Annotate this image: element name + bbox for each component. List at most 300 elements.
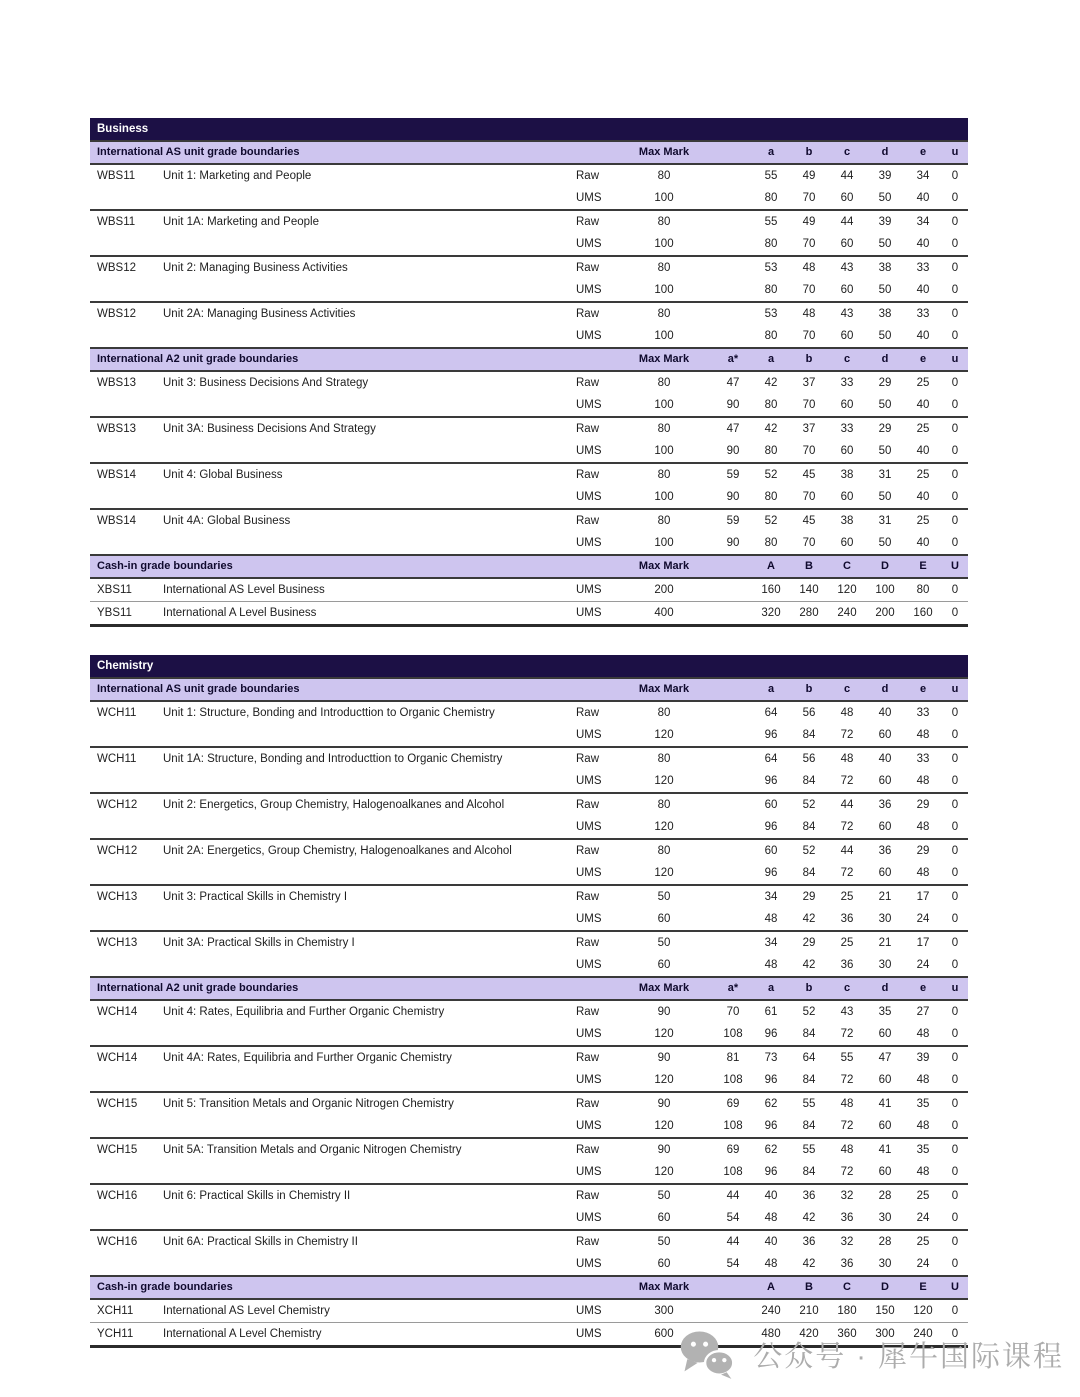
grade-value-cell: 96: [764, 1166, 778, 1178]
grade-value-cell: 39: [878, 216, 892, 228]
grade-value-cell: 48: [840, 1144, 854, 1156]
unit-identity: [90, 794, 556, 838]
grade-value-cell: 0: [951, 1120, 959, 1132]
grade-value-cell: 0: [951, 775, 959, 787]
max-mark-header: Max Mark: [638, 353, 690, 365]
unit-row-group: [90, 1091, 968, 1137]
section-label: International AS unit grade boundaries: [97, 683, 300, 695]
grade-value-cell: 29: [802, 937, 816, 949]
grade-value-cell: 80: [764, 330, 778, 342]
grade-value-cell: 360: [837, 1328, 857, 1340]
grade-value-cell: 48: [802, 262, 816, 274]
grade-value-cell: 60: [878, 1074, 892, 1086]
mark-row: [556, 1231, 968, 1253]
unit-marks: [556, 303, 968, 347]
grade-value-cell: 40: [916, 192, 930, 204]
mark-type-cell: Raw: [576, 937, 600, 949]
max-mark-cell: 100: [654, 445, 674, 457]
unit-marks: [556, 748, 968, 792]
grade-value-cell: 81: [726, 1052, 740, 1064]
grade-col-header: c: [843, 146, 851, 158]
unit-marks: [556, 510, 968, 554]
grade-value-cell: 45: [802, 515, 816, 527]
grade-value-cell: 29: [878, 377, 892, 389]
grade-col-header: a*: [727, 982, 739, 994]
mark-row: [556, 816, 968, 838]
subject-table-business: [90, 118, 968, 627]
max-mark-cell: 80: [657, 377, 671, 389]
grade-value-cell: 0: [951, 1305, 959, 1317]
mark-type-cell: Raw: [576, 845, 600, 857]
grade-value-cell: 40: [878, 707, 892, 719]
mark-row: [556, 932, 968, 954]
grade-value-cell: 54: [726, 1212, 740, 1224]
grade-value-cell: 37: [802, 423, 816, 435]
grade-value-cell: 45: [802, 469, 816, 481]
grade-value-cell: 80: [916, 584, 930, 596]
grade-value-cell: 108: [723, 1028, 743, 1040]
unit-identity: [90, 840, 556, 884]
grade-value-cell: 33: [840, 377, 854, 389]
max-mark-cell: 120: [654, 1074, 674, 1086]
mark-row: [556, 954, 968, 976]
grade-value-cell: 80: [764, 238, 778, 250]
grade-value-cell: [714, 886, 752, 908]
max-mark-cell: 120: [654, 729, 674, 741]
mark-row: [556, 702, 968, 724]
unit-row-group: [90, 838, 968, 884]
unit-marks: [556, 1139, 968, 1183]
grade-value-cell: [714, 794, 752, 816]
max-mark-cell: 90: [657, 1052, 671, 1064]
mark-type-cell: Raw: [576, 515, 600, 527]
grade-value-cell: 180: [837, 1305, 857, 1317]
unit-marks: [556, 418, 968, 462]
section-label: Cash-in grade boundaries: [97, 1281, 233, 1293]
grade-value-cell: 31: [878, 515, 892, 527]
mark-type-cell: UMS: [576, 284, 602, 296]
grade-value-cell: 25: [916, 423, 930, 435]
unit-marks: [556, 1231, 968, 1275]
grade-value-cell: 25: [840, 937, 854, 949]
grade-value-cell: 30: [878, 1212, 892, 1224]
grade-value-cell: 60: [764, 845, 778, 857]
grade-value-cell: 120: [837, 584, 857, 596]
max-mark-cell: 80: [657, 515, 671, 527]
grade-value-cell: 90: [726, 399, 740, 411]
grade-value-cell: 61: [764, 1006, 778, 1018]
grade-value-cell: 90: [726, 491, 740, 503]
grade-value-cell: [714, 702, 752, 724]
grade-value-cell: 70: [726, 1006, 740, 1018]
max-mark-cell: 50: [657, 937, 671, 949]
unit-marks: [556, 1300, 968, 1322]
mark-row: [556, 1207, 968, 1229]
grade-value-cell: 34: [764, 937, 778, 949]
unit-title-cell: Unit 6A: Practical Skills in Chemistry II: [163, 1236, 358, 1248]
grade-value-cell: [714, 303, 752, 325]
section-header: [90, 140, 968, 165]
grade-value-cell: 60: [878, 1120, 892, 1132]
grade-col-header: e: [919, 353, 927, 365]
grade-value-cell: 0: [951, 867, 959, 879]
mark-type-cell: UMS: [576, 1258, 602, 1270]
grade-value-cell: 55: [802, 1098, 816, 1110]
max-mark-cell: 60: [657, 1258, 671, 1270]
unit-marks: [556, 702, 968, 746]
max-mark-cell: 60: [657, 913, 671, 925]
grade-value-cell: 38: [878, 308, 892, 320]
max-mark-cell: 60: [657, 959, 671, 971]
max-mark-cell: 120: [654, 821, 674, 833]
grade-value-cell: [714, 770, 752, 792]
grade-value-cell: 73: [764, 1052, 778, 1064]
grade-value-cell: 69: [726, 1098, 740, 1110]
grade-value-cell: 0: [951, 1236, 959, 1248]
grade-value-cell: 70: [802, 445, 816, 457]
max-mark-cell: 120: [654, 1166, 674, 1178]
grade-value-cell: 70: [802, 537, 816, 549]
grade-value-cell: 32: [840, 1236, 854, 1248]
mark-type-cell: Raw: [576, 1098, 600, 1110]
unit-title-cell: Unit 1A: Marketing and People: [163, 216, 319, 228]
unit-code-cell: WBS13: [97, 377, 136, 389]
mark-type-cell: Raw: [576, 799, 600, 811]
section-unit: [90, 677, 968, 976]
grade-value-cell: 0: [951, 799, 959, 811]
grade-value-cell: 0: [951, 1258, 959, 1270]
grade-value-cell: 60: [764, 799, 778, 811]
grade-value-cell: 84: [802, 1120, 816, 1132]
unit-marks: [556, 794, 968, 838]
unit-title-cell: International A Level Chemistry: [163, 1328, 322, 1340]
mark-row: [556, 1253, 968, 1275]
grade-value-cell: 40: [764, 1190, 778, 1202]
grade-value-cell: 60: [840, 399, 854, 411]
unit-code-cell: WCH11: [97, 753, 137, 765]
grade-value-cell: 52: [802, 799, 816, 811]
max-mark-cell: 100: [654, 284, 674, 296]
unit-code-cell: YCH11: [97, 1328, 134, 1340]
max-mark-cell: 50: [657, 891, 671, 903]
grade-value-cell: 53: [764, 262, 778, 274]
mark-type-cell: Raw: [576, 1190, 600, 1202]
grade-value-cell: 60: [840, 330, 854, 342]
grade-value-cell: 42: [802, 913, 816, 925]
grade-value-cell: 48: [916, 867, 930, 879]
unit-title-cell: Unit 4: Rates, Equilibria and Further Organic Chemistry: [163, 1006, 445, 1018]
unit-row-group: [90, 1300, 968, 1322]
grade-value-cell: [714, 862, 752, 884]
unit-title-cell: International A Level Business: [163, 607, 317, 619]
grade-value-cell: 0: [951, 1190, 959, 1202]
unit-marks: [556, 257, 968, 301]
unit-title-cell: Unit 3: Business Decisions And Strategy: [163, 377, 369, 389]
grade-value-cell: 48: [840, 1098, 854, 1110]
unit-marks: [556, 840, 968, 884]
grade-value-cell: 33: [916, 262, 930, 274]
grade-value-cell: 29: [878, 423, 892, 435]
section-cashin: [90, 554, 968, 624]
grade-value-cell: 48: [916, 1166, 930, 1178]
unit-marks: [556, 1185, 968, 1229]
grade-col-header: d: [881, 982, 889, 994]
grade-value-cell: 33: [916, 753, 930, 765]
max-mark-cell: 600: [654, 1328, 674, 1340]
max-mark-cell: 100: [654, 238, 674, 250]
grade-value-cell: 36: [840, 959, 854, 971]
grade-col-header: E: [919, 560, 927, 572]
grade-value-cell: 49: [802, 170, 816, 182]
grade-value-cell: 150: [875, 1305, 895, 1317]
grade-value-cell: 64: [764, 707, 778, 719]
mark-row: [556, 748, 968, 770]
max-mark-cell: 120: [654, 1028, 674, 1040]
unit-title-cell: Unit 2: Managing Business Activities: [163, 262, 348, 274]
grade-value-cell: 42: [802, 1258, 816, 1270]
grade-value-cell: 0: [951, 1074, 959, 1086]
section-header: [90, 677, 968, 702]
grade-value-cell: 28: [878, 1236, 892, 1248]
grade-value-cell: 59: [726, 515, 740, 527]
grade-value-cell: 96: [764, 775, 778, 787]
grade-value-cell: [714, 1300, 752, 1322]
mark-type-cell: Raw: [576, 1052, 600, 1064]
unit-identity: [90, 1047, 556, 1091]
subject-title-bar: Chemistry: [90, 655, 968, 677]
grade-value-cell: 30: [878, 959, 892, 971]
mark-row: [556, 440, 968, 462]
grade-value-cell: 33: [916, 308, 930, 320]
mark-row: [556, 325, 968, 347]
grade-value-cell: 72: [840, 821, 854, 833]
mark-type-cell: UMS: [576, 959, 602, 971]
grade-value-cell: 0: [951, 821, 959, 833]
grade-value-cell: 200: [875, 607, 895, 619]
grade-value-cell: 48: [916, 1120, 930, 1132]
grade-value-cell: 60: [840, 284, 854, 296]
mark-row: [556, 211, 968, 233]
grade-value-cell: 55: [764, 170, 778, 182]
unit-title-cell: Unit 2: Energetics, Group Chemistry, Halogenoalkanes and Alcohol: [163, 799, 505, 811]
unit-marks: [556, 211, 968, 255]
grade-value-cell: 72: [840, 867, 854, 879]
section-header: [90, 1275, 968, 1300]
mark-type-cell: UMS: [576, 729, 602, 741]
grade-value-cell: 36: [840, 1212, 854, 1224]
unit-title-cell: Unit 3A: Business Decisions And Strategy: [163, 423, 376, 435]
grade-col-header: B: [805, 560, 813, 572]
mark-type-cell: UMS: [576, 445, 602, 457]
unit-identity: [90, 702, 556, 746]
grade-value-cell: 96: [764, 1028, 778, 1040]
grade-value-cell: 29: [802, 891, 816, 903]
grade-value-cell: 60: [878, 821, 892, 833]
mark-type-cell: Raw: [576, 891, 600, 903]
grade-value-cell: [714, 325, 752, 347]
grade-value-cell: 69: [726, 1144, 740, 1156]
mark-type-cell: UMS: [576, 1328, 602, 1340]
unit-identity: [90, 886, 556, 930]
max-mark-cell: 120: [654, 1120, 674, 1132]
unit-code-cell: YBS11: [97, 607, 132, 619]
unit-identity: [90, 1185, 556, 1229]
grade-value-cell: 0: [951, 1212, 959, 1224]
grade-value-cell: 44: [726, 1236, 740, 1248]
grade-value-cell: 36: [802, 1236, 816, 1248]
grade-value-cell: 0: [951, 845, 959, 857]
mark-row: [556, 770, 968, 792]
max-mark-header: Max Mark: [638, 146, 690, 158]
grade-value-cell: 35: [916, 1098, 930, 1110]
grade-value-cell: 29: [916, 799, 930, 811]
max-mark-cell: 50: [657, 1236, 671, 1248]
unit-code-cell: WCH14: [97, 1006, 138, 1018]
grade-value-cell: 108: [723, 1120, 743, 1132]
grade-value-cell: 36: [802, 1190, 816, 1202]
grade-value-cell: 47: [726, 423, 740, 435]
grade-value-cell: 72: [840, 1028, 854, 1040]
unit-code-cell: WCH16: [97, 1190, 138, 1202]
grade-value-cell: 72: [840, 775, 854, 787]
unit-title-cell: Unit 6: Practical Skills in Chemistry II: [163, 1190, 351, 1202]
unit-identity: [90, 257, 556, 301]
unit-row-group: [90, 301, 968, 347]
grade-value-cell: 84: [802, 1166, 816, 1178]
mark-row: [556, 1093, 968, 1115]
mark-row: [556, 862, 968, 884]
grade-col-header: e: [919, 982, 927, 994]
mark-type-cell: UMS: [576, 584, 602, 596]
max-mark-cell: 90: [657, 1098, 671, 1110]
grade-value-cell: 96: [764, 1120, 778, 1132]
grade-value-cell: 108: [723, 1074, 743, 1086]
mark-type-cell: Raw: [576, 1006, 600, 1018]
grade-value-cell: 108: [723, 1166, 743, 1178]
grade-col-header: a: [767, 683, 775, 695]
grade-value-cell: 0: [951, 913, 959, 925]
grade-value-cell: 80: [764, 399, 778, 411]
grade-value-cell: 56: [802, 753, 816, 765]
unit-code-cell: WCH11: [97, 707, 137, 719]
grade-value-cell: 44: [840, 216, 854, 228]
grade-value-cell: 48: [764, 913, 778, 925]
grade-value-cell: 0: [951, 216, 959, 228]
grade-value-cell: 43: [840, 308, 854, 320]
unit-identity: [90, 1231, 556, 1275]
unit-title-cell: Unit 1: Structure, Bonding and Introducttion to Organic Chemistry: [163, 707, 495, 719]
grade-value-cell: 35: [878, 1006, 892, 1018]
grade-col-header: [714, 142, 752, 163]
grade-value-cell: 48: [916, 729, 930, 741]
unit-identity: [90, 1323, 556, 1345]
unit-marks: [556, 1047, 968, 1091]
unit-identity: [90, 510, 556, 554]
mark-row: [556, 233, 968, 255]
grade-value-cell: 0: [951, 1028, 959, 1040]
grade-value-cell: 48: [840, 753, 854, 765]
grade-value-cell: 24: [916, 1212, 930, 1224]
unit-identity: [90, 165, 556, 209]
mark-row: [556, 1139, 968, 1161]
grade-value-cell: 0: [951, 469, 959, 481]
grade-value-cell: 160: [761, 584, 781, 596]
grade-value-cell: 96: [764, 1074, 778, 1086]
unit-title-cell: Unit 4: Global Business: [163, 469, 283, 481]
grade-value-cell: 0: [951, 1098, 959, 1110]
grade-value-cell: 37: [802, 377, 816, 389]
unit-row-group: [90, 792, 968, 838]
unit-row-group: [90, 372, 968, 416]
grade-value-cell: [714, 187, 752, 209]
unit-identity: [90, 464, 556, 508]
grade-value-cell: 47: [878, 1052, 892, 1064]
grade-col-header: E: [919, 1281, 927, 1293]
unit-identity: [90, 1300, 556, 1322]
grade-value-cell: 41: [878, 1144, 892, 1156]
mark-row: [556, 1185, 968, 1207]
grade-value-cell: [714, 579, 752, 601]
grade-value-cell: 84: [802, 1074, 816, 1086]
mark-row: [556, 510, 968, 532]
unit-marks: [556, 372, 968, 416]
unit-identity: [90, 418, 556, 462]
grade-value-cell: 35: [916, 1144, 930, 1156]
subject-title-bar: Business: [90, 118, 968, 140]
grade-col-header: d: [881, 353, 889, 365]
grade-value-cell: 280: [799, 607, 819, 619]
grade-value-cell: 120: [913, 1305, 933, 1317]
grade-value-cell: 48: [916, 775, 930, 787]
grade-value-cell: 40: [916, 284, 930, 296]
grade-value-cell: 44: [840, 845, 854, 857]
mark-row: [556, 532, 968, 554]
grade-value-cell: 50: [878, 238, 892, 250]
grade-value-cell: [714, 816, 752, 838]
grade-value-cell: 240: [837, 607, 857, 619]
grade-value-cell: 0: [951, 445, 959, 457]
grade-value-cell: 40: [916, 491, 930, 503]
grade-col-header: u: [951, 146, 959, 158]
unit-marks: [556, 464, 968, 508]
mark-type-cell: UMS: [576, 1305, 602, 1317]
grade-value-cell: 24: [916, 913, 930, 925]
grade-value-cell: 0: [951, 284, 959, 296]
mark-type-cell: UMS: [576, 607, 602, 619]
unit-identity: [90, 372, 556, 416]
grade-value-cell: 43: [840, 262, 854, 274]
unit-marks: [556, 932, 968, 976]
grade-value-cell: 60: [840, 445, 854, 457]
unit-code-cell: WBS12: [97, 262, 136, 274]
grade-value-cell: 48: [840, 707, 854, 719]
unit-identity: [90, 211, 556, 255]
unit-code-cell: WCH13: [97, 891, 138, 903]
grade-col-header: A: [767, 560, 775, 572]
grade-value-cell: 72: [840, 1074, 854, 1086]
mark-type-cell: UMS: [576, 537, 602, 549]
grade-col-header: b: [805, 683, 813, 695]
grade-value-cell: 0: [951, 1144, 959, 1156]
grade-col-header: B: [805, 1281, 813, 1293]
grade-col-header: A: [767, 1281, 775, 1293]
mark-type-cell: UMS: [576, 1120, 602, 1132]
grade-value-cell: [714, 724, 752, 746]
grade-value-cell: 0: [951, 330, 959, 342]
grade-value-cell: 38: [878, 262, 892, 274]
unit-identity: [90, 748, 556, 792]
grade-value-cell: 49: [802, 216, 816, 228]
